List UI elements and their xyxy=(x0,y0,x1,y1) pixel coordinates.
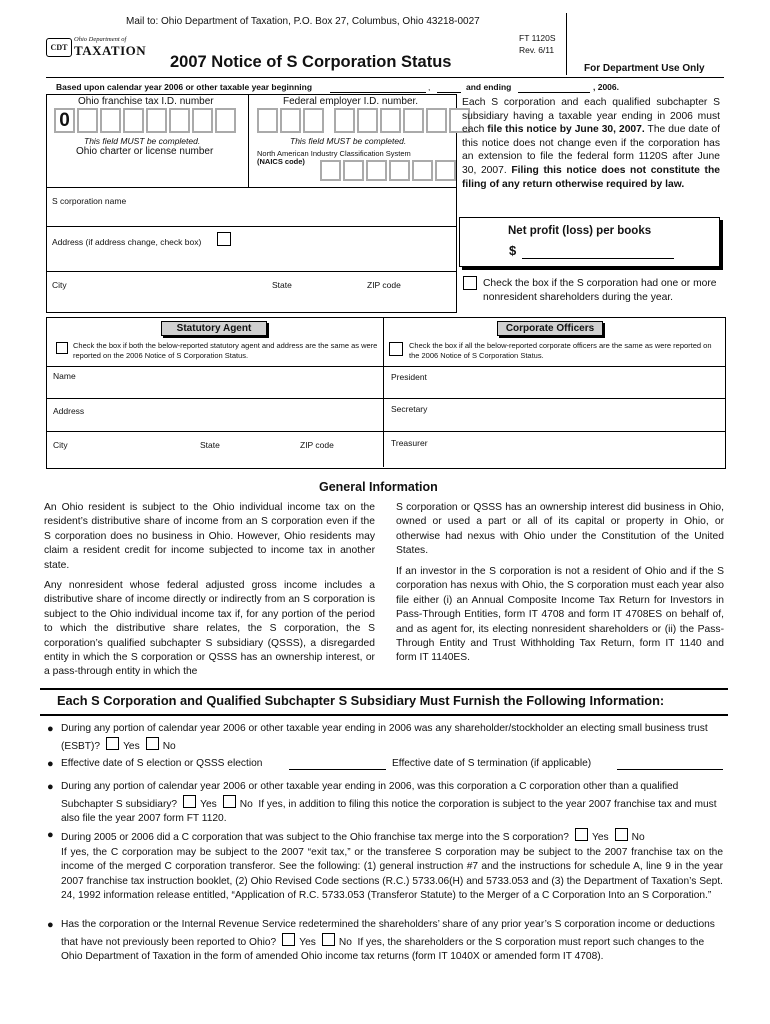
filing-notice: Each S corporation and each qualified subchapter S subsidiary having a taxable year ending in 2006 must each file this notice by June 30, 2007. The due date of this notice does not change even if the corporation has an extension to file the federal form 1120S after June 30, 2007. Filing this notice does not constitute the filing of any return otherwise required by law. xyxy=(462,97,720,190)
general-info-title: General Information xyxy=(319,480,438,494)
officers-same-label: Check the box if all the below-reported corporate officers are the same as were reported on the 2006 Notice of S Corporation Status. xyxy=(409,341,712,360)
form-revision: Rev. 6/11 xyxy=(519,45,555,55)
treasurer-label: Treasurer xyxy=(391,438,428,448)
secretary-label: Secretary xyxy=(391,404,428,414)
address-label: Address (if address change, check box) xyxy=(52,237,202,247)
statutory-agent-header: Statutory Agent xyxy=(161,321,267,336)
question-merger-text: During 2005 or 2006 did a C corporation that was subject to the Ohio franchise tax merge into the S corporation? xyxy=(61,832,569,843)
period-begin-year-field[interactable] xyxy=(437,92,461,93)
question-c-corp-text: During any portion of calendar year 2006 or other taxable year ending in 2006, was this corporation a C corporation other than a qualified Subchapter S subsidiary? xyxy=(61,781,679,810)
net-profit-input[interactable] xyxy=(522,258,674,259)
agent-address-label: Address xyxy=(53,406,85,416)
mail-to-address: Mail to: Ohio Department of Taxation, P.O. Box 27, Columbus, Ohio 43218-0027 xyxy=(126,16,480,27)
esbt-yes-checkbox[interactable] xyxy=(106,737,119,750)
net-profit-label: Net profit (loss) per books xyxy=(508,225,652,237)
franchise-id-input[interactable] xyxy=(54,108,238,133)
agent-state-label: State xyxy=(200,440,220,450)
period-begin-field[interactable] xyxy=(330,92,426,93)
question-election-dates: ● Effective date of S election or QSSS election xyxy=(47,758,263,770)
question-redetermination-followup: If yes, the shareholders or the S corporation must report such changes to the Ohio Department of Taxation in the form of amended Ohio income tax returns (form IT 1040X or amended form IT 4708). xyxy=(61,936,705,962)
city-label: City xyxy=(52,280,67,290)
president-label: President xyxy=(391,372,427,382)
naics-label: North American Industry Classification System xyxy=(257,149,411,158)
corp-name-field[interactable] xyxy=(52,187,452,225)
logo-small-text: Ohio Department of xyxy=(74,36,127,43)
question-redetermination-text: Has the corporation or the Internal Revenue Service redetermined the shareholders’ share of any prior year’s S corporation income or deductions that have not previously been reported to Ohio? xyxy=(61,919,715,948)
c-corp-no-checkbox[interactable] xyxy=(223,795,236,808)
election-date-field[interactable] xyxy=(289,769,386,770)
taxation-logo xyxy=(46,36,147,58)
form-id: FT 1120S xyxy=(519,33,556,43)
question-merger: ● During 2005 or 2006 did a C corporation that was subject to the Ohio franchise tax merge into the S corporation? Yes No If yes, the C corporation may be subject to the 2007 “exit tax,” or the transferee S corporation may be subject to the 2007 franchise tax on the income of the merged C corporation transferor. See the following: (1) general instruction #7 and the instructions for schedule A, line 9 in the year 2007 franchise tax instruction booklet, (2) Ohio Revised Code sections (R.C.) 5733.06(H) and 5733.053 and (3) the Department of Taxation’s Sept. 24, 1992 information release entitled, “Application of R.C. 5733.053 (Transferor Statute) to the Merger of a C Corporation Into an S Corporation.” xyxy=(61,828,723,904)
department-use-label: For Department Use Only xyxy=(584,63,705,74)
merger-yes-checkbox[interactable] xyxy=(575,828,588,841)
question-esbt-text: During any portion of calendar year 2006 or other taxable year ending in 2006 was any shareholder/stockholder an electing small business trust (ESBT)? xyxy=(61,723,708,752)
fein-note: This field MUST be completed. xyxy=(290,136,407,146)
question-c-corp-followup: If yes, in addition to filing this notice the corporation is subject to the year 2007 franchise tax and must also file the year 2007 form FT 1120. xyxy=(61,798,717,824)
franchise-id-label: Ohio franchise tax I.D. number xyxy=(78,96,214,107)
header-divider xyxy=(566,13,567,75)
naics-code-label: (NAICS code) xyxy=(257,157,305,166)
form-title: 2007 Notice of S Corporation Status xyxy=(170,53,452,71)
period-end-label: and ending xyxy=(466,82,512,92)
ohio-seal-icon: CDT xyxy=(46,38,72,57)
address-change-checkbox[interactable] xyxy=(217,232,231,246)
state-label: State xyxy=(272,280,292,290)
corp-name-label: S corporation name xyxy=(52,196,127,206)
question-redetermination: ● Has the corporation or the Internal Revenue Service redetermined the shareholders’ share of any prior year’s S corporation income or deductions that have not previously been reported to Ohio? Yes No If yes, the shareholders or the S corporation must report such changes to the Ohio Department of Taxation in the form of amended Ohio income tax returns (form IT 1040X or amended form IT 4708). xyxy=(47,919,715,962)
officers-same-checkbox[interactable] xyxy=(389,342,403,356)
agent-city-label: City xyxy=(53,440,68,450)
agent-officers-box xyxy=(46,317,726,469)
nonresident-label: Check the box if the S corporation had one or more nonresident shareholders during the year. xyxy=(483,278,717,303)
general-info-left-p2: Any nonresident whose federal adjusted gross income includes a distributive share of income directly or indirectly from an S corporation is subject to the Ohio individual income tax if, for any portion of the period to which the distributive share relates, the S corporation, the S corporation’s qualified subchapter S subsidiary (QSSS), a disregarded entity in which the S corporation or QSSS has an ownership interest, or a pass-through entity in which the xyxy=(44,580,375,678)
franchise-id-prefix: 0 xyxy=(54,108,75,133)
net-profit-box xyxy=(459,217,720,267)
termination-date-field[interactable] xyxy=(617,769,723,770)
period-end-year: , 2006. xyxy=(593,82,619,92)
c-corp-yes-checkbox[interactable] xyxy=(183,795,196,808)
election-date-label: Effective date of S election or QSSS election xyxy=(61,758,263,769)
nonresident-checkbox[interactable] xyxy=(463,276,477,290)
redetermination-no-checkbox[interactable] xyxy=(322,933,335,946)
fein-input[interactable] xyxy=(257,108,472,133)
redetermination-yes-checkbox[interactable] xyxy=(282,933,295,946)
question-esbt: ● During any portion of calendar year 2006 or other taxable year ending in 2006 was any shareholder/stockholder an electing small business trust (ESBT)? Yes No xyxy=(47,723,708,752)
general-info-right-p1: S corporation or QSSS has an ownership interest did business in Ohio, owned or used a part or all of its capital or property in Ohio, or otherwise had nexus with Ohio under the Constitution of the United States. xyxy=(396,502,724,557)
corporate-officers-header: Corporate Officers xyxy=(497,321,603,336)
period-end-field[interactable] xyxy=(518,92,590,93)
charter-number-label: Ohio charter or license number xyxy=(76,146,214,157)
fein-label: Federal employer I.D. number. xyxy=(283,96,419,107)
agent-same-label: Check the box if both the below-reported statutory agent and address are the same as were reported on the 2006 Notice of S Corporation Status. xyxy=(73,341,378,360)
agent-zip-label: ZIP code xyxy=(300,440,334,450)
furnish-title: Each S Corporation and Qualified Subchapter S Subsidiary Must Furnish the Following Information: xyxy=(57,693,665,708)
dollar-sign: $ xyxy=(509,243,517,258)
question-merger-followup: If yes, the C corporation may be subject to the 2007 “exit tax,” or the transferee S corporation may be subject to the 2007 franchise tax on the income of the merged C corporation transferor. See the following: (1) general instruction #7 and the instructions for schedule A, line 9 in the year 2007 franchise tax instruction booklet, (2) Ohio Revised Code sections (R.C.) 5733.06(H) and 5733.053 and (3) the Department of Taxation’s Sept. 24, 1992 information release entitled, “Application of R.C. 5733.053 (Transferor Statute) to the Merger of a C Corporation Into an S Corporation.” xyxy=(61,846,723,901)
general-info-right-p2: If an investor in the S corporation is not a resident of Ohio and if the S corporation has nexus with Ohio, the S corporation must each year also file either (i) an Annual Composite Income Tax Return for Investors in Pass-Through Entities, form IT 4708 and form IT 4708ES on behalf of, and as agent for, its electing nonresident shareholders or (ii) the Pass-Through Entity and Trust Withholding Tax Return, form IT 1140 and form IT 1140ES. xyxy=(396,566,724,664)
agent-name-label: Name xyxy=(53,371,76,381)
termination-date-label: Effective date of S termination (if applicable) xyxy=(392,758,592,769)
logo-large-text: TAXATION xyxy=(74,43,147,58)
zip-label: ZIP code xyxy=(367,280,401,290)
merger-no-checkbox[interactable] xyxy=(615,828,628,841)
franchise-id-note: This field MUST be completed. xyxy=(84,136,201,146)
general-info-left-p1: An Ohio resident is subject to the Ohio individual income tax on the resident’s distributive share of income from an S corporation even if the S corporation does no business in Ohio. However, Ohio residents may claim a resident credit for income subjected to income tax in another state. xyxy=(44,502,375,571)
question-c-corporation: ● During any portion of calendar year 2006 or other taxable year ending in 2006, was this corporation a C corporation other than a qualified Subchapter S subsidiary? Yes No If yes, in addition to filing this notice the corporation is subject to the year 2007 franchise tax and must also file the year 2007 form FT 1120. xyxy=(47,781,717,824)
period-begin-label: Based upon calendar year 2006 or other taxable year beginning xyxy=(56,82,313,92)
agent-same-checkbox[interactable] xyxy=(56,342,68,354)
esbt-no-checkbox[interactable] xyxy=(146,737,159,750)
naics-code-input[interactable] xyxy=(320,160,458,181)
